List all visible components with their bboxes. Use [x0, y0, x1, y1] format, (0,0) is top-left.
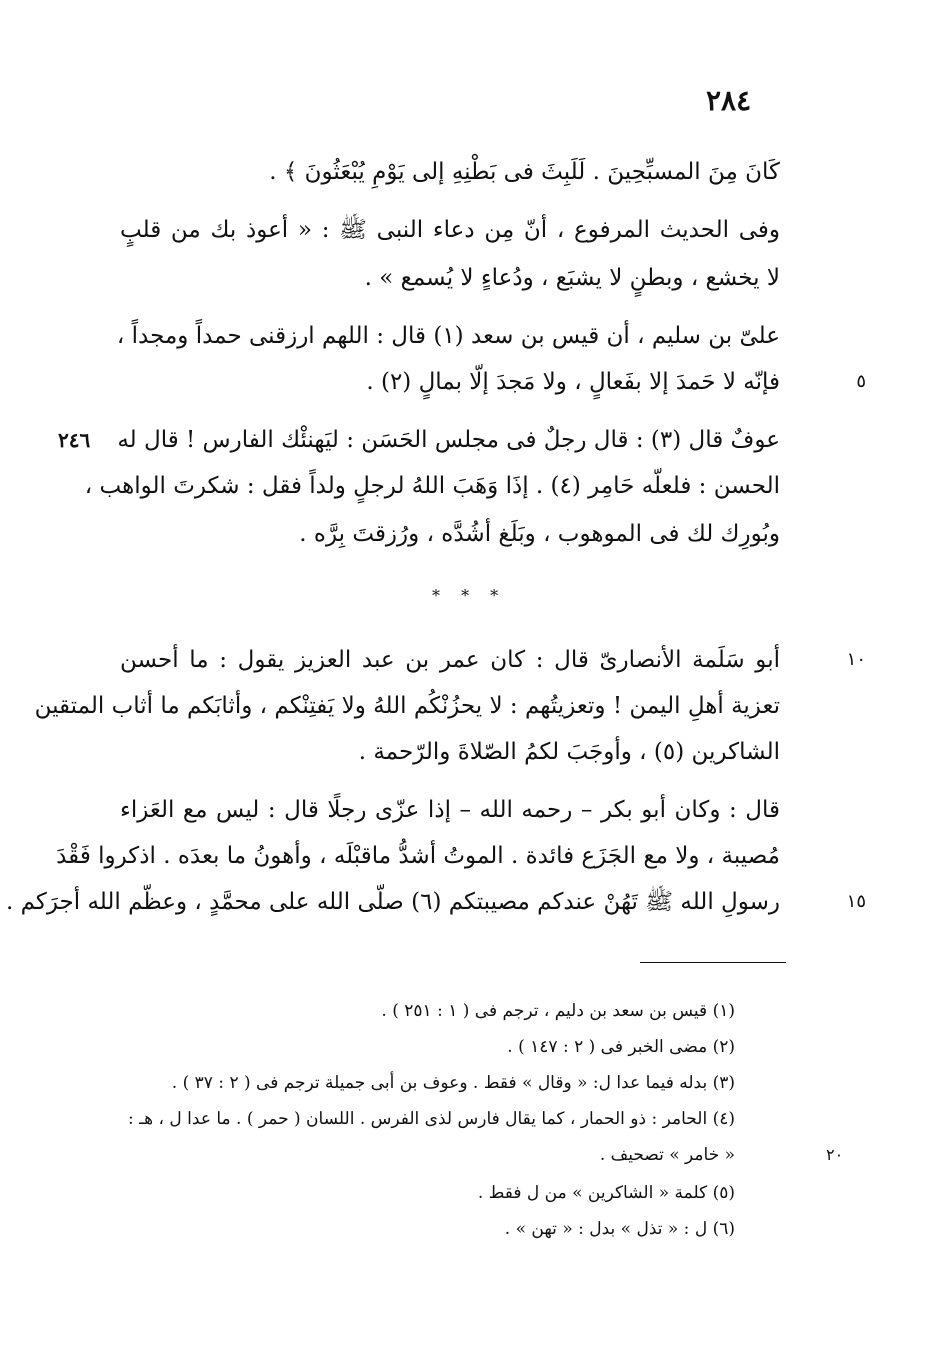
- text-line: مُصيبة ، ولا مع الجَزَع فائدة . الموتُ أشدُّ ماقبْلَه ، وأهونُ ما بعدَه . اذكروا فَقْدَ: [56, 843, 780, 869]
- text-line: رسولِ الله ﷺ تَهُنْ عندكم مصيبتكم (٦) صلّى الله على محمَّدٍ ، وعظّم الله أجرَكم .: [5, 889, 780, 915]
- side-reference-number: ٢٤٦: [58, 428, 91, 452]
- text-line: فإنّه لا حَمدَ إلا بفَعالٍ ، ولا مَجدَ إلّا بمالٍ (٢) .: [366, 369, 780, 395]
- text-line: تعزية أهلِ اليمن ! وتعزيتُهم : لا يحزُنْكُم اللهُ ولا يَفتِنْكم ، وأثابَكم ما أثاب المتقين: [34, 693, 780, 719]
- line-number: ٥: [856, 371, 866, 392]
- page-number: ٢٨٤: [706, 84, 752, 117]
- footnote: (١) قيس بن سعد بن دليم ، ترجم فى ( ١ : ٢٥١ ) .: [381, 1001, 735, 1021]
- text-line: عوفٌ قال (٣) : قال رجلٌ فى مجلس الحَسَن : ليَهنئْك الفارس ! قال له: [117, 427, 780, 453]
- footnote: (٣) بدله فيما عدا ل: « وقال » فقط . وعوف بن أبى جميلة ترجم فى ( ٢ : ٣٧ ) .: [171, 1073, 735, 1093]
- line-number: ١٠: [846, 649, 866, 670]
- footnote: (٥) كلمة « الشاكرين » من ل فقط .: [477, 1183, 735, 1203]
- footnote-rule: [640, 962, 786, 963]
- text-line: الحسن : فلعلّه حَامِر (٤) . إذَا وَهَبَ اللهُ لرجلٍ ولداً فقل : شكرتَ الواهب ،: [84, 473, 780, 499]
- text-line: وبُورِك لك فى الموهوب ، وبَلَغ أشُدَّه ، ورُزقتَ بِرَّه .: [299, 521, 780, 547]
- line-number: ١٥: [846, 891, 866, 912]
- text-line: أبو سَلَمة الأنصارىّ قال : كان عمر بن عبد العزيز يقول : ما أحسن: [120, 647, 780, 673]
- footnote: (٢) مضى الخبر فى ( ٢ : ١٤٧ ) .: [507, 1037, 735, 1057]
- line-number: ٢٠: [826, 1145, 844, 1164]
- text-line: كَانَ مِنَ المسبِّحِينَ . لَلَبِثَ فى بَطْنِهِ إلى يَوْمِ يُبْعَثُونَ ﴾ .: [269, 159, 780, 185]
- footnote: (٦) ل : « تذل » بدل : « تهن » .: [504, 1219, 735, 1239]
- text-line: علىّ بن سليم ، أن قيس بن سعد (١) قال : اللهم ارزقنى حمداً ومجداً ،: [116, 323, 780, 349]
- section-separator: * * *: [432, 586, 507, 605]
- text-line: وفى الحديث المرفوع ، أنّ مِن دعاء النبى ﷺ : « أعوذ بك من قلبٍ: [120, 217, 780, 243]
- text-line: لا يخشع ، وبطنٍ لا يشبَع ، ودُعاءٍ لا يُسمع » .: [364, 265, 780, 291]
- footnote: « خامر » تصحيف .: [599, 1145, 735, 1165]
- footnote: (٤) الحامر : ذو الحمار ، كما يقال فارس لذى الفرس . اللسان ( حمر ) . ما عدا ل ، هـ :: [128, 1109, 735, 1129]
- text-line: قال : وكان أبو بكر – رحمه الله – إذا عزّى رجلًا قال : ليس مع العَزاء: [120, 797, 780, 823]
- text-line: الشاكرين (٥) ، وأوجَبَ لكمُ الصّلاةَ والرّحمة .: [358, 739, 780, 765]
